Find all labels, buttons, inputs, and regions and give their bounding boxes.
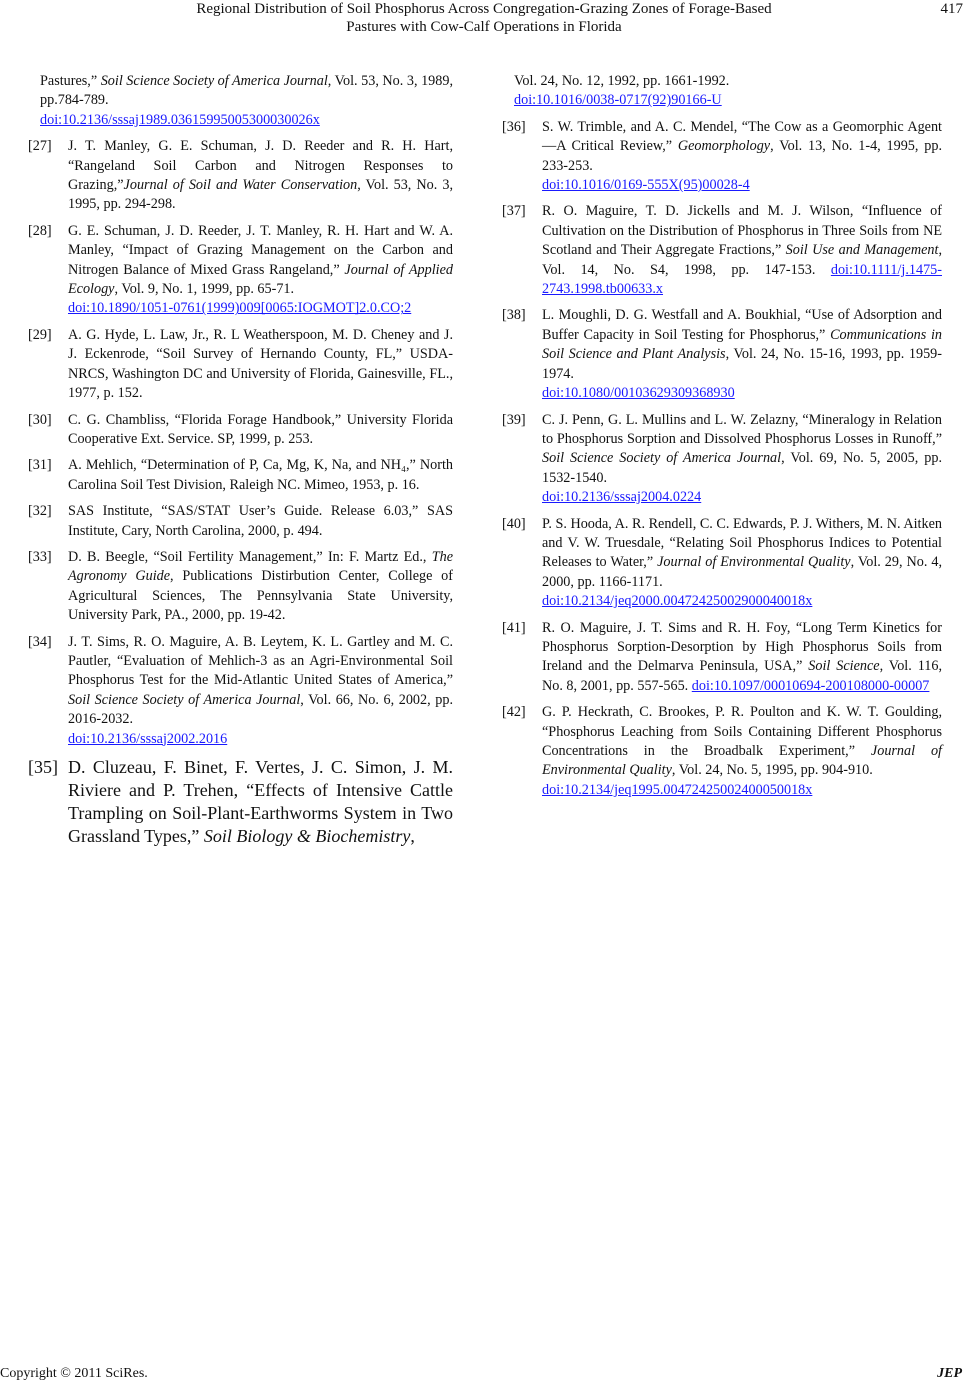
doi-link[interactable]: doi:10.2136/sssaj2004.0224 [542,489,702,506]
reference-text: J. T. Sims, R. O. Maguire, A. B. Leytem, K. L. Gartley and M. C. Pautler, “Evaluation of Mehlich-3 as an Agri-Environmental Soil Phosphorus Test for the Mid-Atlantic United States of America,” [68,633,453,689]
reference-source: Soil Science [808,658,880,675]
reference-number: [33] [28,548,52,565]
doi-link[interactable]: doi:10.1016/0169-555X(95)00028-4 [542,177,750,194]
reference-entry [28,633,453,749]
reference-source: Soil Use and Management [785,242,939,259]
left-column-references [28,72,453,855]
reference-number: [39] [502,411,526,428]
doi-link[interactable]: doi:10.2134/jeq2000.00472425002900040018x [542,593,813,610]
reference-text: L. Moughli, D. G. Westfall and A. Boukhial, “Use of Adsorption and Buffer Capacity in Soil Testing for Phosphorus,” [542,307,942,343]
reference-text: Pastures,” [40,73,101,89]
reference-entry [502,703,942,800]
reference-source: Journal of Environmental Quality [542,743,942,779]
reference-details: , Vol. 29, No. 4, 2000, pp. 1166-1171. [542,554,942,590]
page-header [0,0,968,44]
reference-number: [35] [28,757,58,777]
reference-text: Vol. 24, No. 12, 1992, pp. 1661-1992. [514,73,730,89]
reference-entry [502,619,942,697]
reference-entry [28,326,453,404]
reference-details: , Vol. 13, No. 1-4, 1995, pp. 233-253. [542,138,942,174]
reference-source: Soil Science Society of America Journal [542,450,782,467]
reference-number: [36] [502,118,526,135]
reference-entry [502,411,942,508]
running-title-line1: Regional Distribution of Soil Phosphorus Across Congregation-Grazing Zones of Forage-Based [196,1,772,17]
reference-number: [31] [28,457,52,474]
reference-details: , [410,826,415,846]
doi-link[interactable]: doi:10.1080/00103629309368930 [542,385,735,402]
reference-number: [37] [502,203,526,220]
reference-number: [29] [28,326,52,343]
reference-text: S. W. Trimble, and A. C. Mendel, “The Cow as a Geomorphic Agent—A Critical Review,” [542,118,942,155]
doi-link[interactable]: doi:10.1111/j.1475-2743.1998.tb00633.x [542,261,942,298]
reference-details: , Vol. 69, No. 5, 2005, pp. 1532-1540. [542,450,943,486]
reference-entry [502,306,942,403]
reference-details: , Vol. 24, No. 15-16, 1993, pp. 1959-1974. [542,346,942,382]
reference-text: A. Mehlich, “Determination of P, Ca, Mg, K, Na, and NH₄,” North Carolina Soil Test Division, Raleigh NC. Mimeo, 1953, p. 16. [68,457,453,493]
reference-entry [502,515,942,612]
reference-entry [28,502,453,541]
doi-link[interactable]: doi:10.2134/jeq1995.00472425002400050018x [542,781,813,798]
journal-abbrev: JEP [937,1366,962,1381]
reference-details: , Vol. 53, No. 3, 1989, pp.784-789. [40,73,453,109]
reference-text: SAS Institute, “SAS/STAT User’s Guide. Release 6.03,” SAS Institute, Cary, North Carolina, 2000, p. 494. [68,503,453,539]
reference-entry [28,548,453,626]
reference-details: , Vol. 53, No. 3, 1995, pp. 294-298. [68,177,453,213]
reference-text: R. O. Maguire, J. T. Sims and R. H. Foy, “Long Term Kinetics for Phosphorus Sorption-Desorption by High Phosphorus Soils from Ireland and the Delmarva Peninsula, USA,” [542,619,942,675]
reference-details: , Vol. 14, No. S4, 1998, pp. 147-153. [542,242,942,278]
copyright-text: Copyright © 2011 SciRes. [0,1366,148,1381]
reference-text: C. G. Chambliss, “Florida Forage Handbook,” University Florida Cooperative Ext. Service. SP, 1999, p. 253. [68,411,453,447]
doi-link[interactable]: doi:10.2136/sssaj1989.03615995005300030026x [40,111,320,128]
right-column-references [502,72,942,807]
reference-source: Journal of Environmental Quality [657,554,851,571]
reference-details: , Vol. 9, No. 1, 1999, pp. 65-71. [114,281,295,298]
reference-text: P. S. Hooda, A. R. Rendell, C. C. Edwards, P. J. Withers, M. N. Aitken and V. W. Truesdale, “Relating Soil Phosphorus Indices to Potential Releases to Water,” [542,515,942,571]
reference-source: Soil Science Society of America Journal [68,691,301,708]
running-title-line2: Pastures with Cow-Calf Operations in Florida [346,19,622,35]
reference-source: Soil Science Society of America Journal [100,73,328,89]
doi-link[interactable]: doi:10.1097/00010694-200108000-00007 [691,677,930,694]
reference-source: Soil Biology & Biochemistry [203,826,411,846]
reference-text: G. P. Heckrath, C. Brookes, P. R. Poulton and K. W. T. Goulding, “Phosphorus Leaching from Soils Containing Different Phosphorus Concentrations in the Broadbalk Experiment,” [542,704,942,759]
reference-details: , Vol. 24, No. 5, 1995, pp. 904-910. [671,762,873,779]
reference-number: [34] [28,633,52,650]
reference-entry [28,456,453,495]
doi-link[interactable]: doi:10.2136/sssaj2002.2016 [68,730,228,747]
reference-entry [502,72,942,111]
page-footer [0,1366,968,1386]
reference-details: , Vol. 116, No. 8, 2001, pp. 557-565. [542,658,942,694]
reference-number: [41] [502,619,526,636]
reference-source: Journal of Soil and Water Conservation [123,177,358,194]
reference-number: [30] [28,411,52,428]
reference-number: [42] [502,704,526,721]
doi-link[interactable]: doi:10.1016/0038-0717(92)90166-U [514,92,722,109]
reference-number: [28] [28,222,52,239]
reference-entry [28,222,453,319]
reference-text: G. E. Schuman, J. D. Reeder, J. T. Manley, R. H. Hart and W. A. Manley, “Impact of Grazing Management on the Carbon and Nitrogen Balance of Mixed Grass Rangeland,” [68,222,453,278]
reference-entry [28,756,453,848]
page-number: 417 [940,1,963,17]
reference-number: [32] [28,503,52,520]
reference-entry [28,411,453,450]
reference-text: J. T. Manley, G. E. Schuman, J. D. Reeder and R. H. Hart, “Rangeland Soil Carbon and Nitrogen Responses to Grazing,” [68,138,453,194]
reference-number: [38] [502,307,526,324]
reference-entry [502,118,942,196]
reference-entry [502,202,942,299]
doi-link[interactable]: doi:10.1890/1051-0761(1999)009[0065:IOGMOT]2.0.CO;2 [68,300,412,317]
reference-source: Geomorphology [677,138,771,155]
reference-source: Journal of Applied Ecology [68,261,453,298]
reference-source: The Agronomy Guide [68,548,453,585]
reference-entry [28,137,453,215]
reference-details: , Publications Distirbution Center, College of Agricultural Sciences, The Pennsylvania State University, University Park, PA., 2000, pp. 19-42. [68,568,453,624]
reference-source: Communications in Soil Science and Plant Analysis [542,326,942,363]
reference-text: R. O. Maguire, T. D. Jickells and M. J. Wilson, “Influence of Cultivation on the Distribution of Phosphorus in Three Soils from NE Scotland and Their Aggregate Fractions,” [542,203,942,259]
reference-number: [27] [28,138,52,155]
reference-details: , Vol. 66, No. 6, 2002, pp. 2016-2032. [68,691,453,728]
reference-number: [40] [502,515,526,532]
reference-text: D. B. Beegle, “Soil Fertility Management,” In: F. Martz Ed., [68,548,432,565]
reference-entry [28,72,453,130]
reference-text: C. J. Penn, G. L. Mullins and L. W. Zelazny, “Mineralogy in Relation to Phosphorus Sorption and Dissolved Phosphorus Losses in Runoff,” [542,411,942,447]
reference-text: A. G. Hyde, L. Law, Jr., R. L Weatherspoon, M. D. Cheney and J. J. Eckenrode, “Soil Survey of Hernando County, FL,” USDA-NRCS, Washington DC and University of Florida, Gainesville, FL., 1977, p. 152. [68,326,453,402]
reference-text: D. Cluzeau, F. Binet, F. Vertes, J. C. Simon, J. M. Riviere and P. Trehen, “Effects of Intensive Cattle Trampling on Soil-Plant-Earthworms System in Two Grassland Types,” [68,757,453,846]
